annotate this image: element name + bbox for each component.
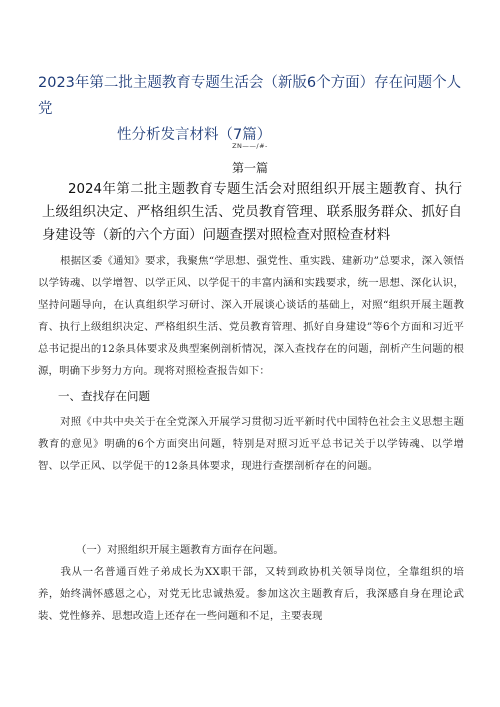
article-heading-text: 2024年第二批主题教育专题生活会对照组织开展主题教育、执行上级组织决定、严格组织生活、党员教育管理、联系服务群众、抓好自身建设等（新的六个方面）问题查摆对照检查对照检查材料 (42, 182, 462, 243)
paragraph-2-text: 对照《中共中央关于在全党深入开展学习贯彻习近平新时代中国特色社会主义思想主题教育的意见》明确的6个方面突出问题，特别是对照习近平总书记关于以学铸魂、以学增智、以学正风、以学促干的12条具体要求，现进行查摆剖析存在的问题。 (38, 416, 464, 472)
document-tag: ZN——/#- (232, 142, 268, 150)
document-title (38, 70, 468, 148)
paragraph-1 (38, 250, 464, 382)
document-title-line-1: 2023年第二批主题教育专题生活会（新版6个方面）存在问题个人党 (38, 75, 462, 117)
article-heading (42, 178, 462, 247)
paragraph-2 (38, 411, 464, 477)
paragraph-1-text: 根据区委《通知》要求，我聚焦“学思想、强党性、重实践、建新功”总要求，深入领悟以学铸魂、以学增智、以学正风、以学促干的丰富内涵和实践要求，统一思想、深化认识，坚持问题导向，在认真组织学习研讨、深入开展谈心谈话的基础上，对照“组织开展主题教育、执行上级组织决定、严格组织生活、党员教育管理、抓好自身建设”等6个方面和习近平总书记提出的12条具体要求及典型案例剖析情况，深入查找存在的问题，剖析产生问题的根源，明确下步努力方向。现将对照检查报告如下： (38, 255, 464, 377)
section-label: 第一篇 (231, 161, 268, 175)
paragraph-3 (38, 561, 464, 627)
document-title-line-2: 性分析发言材料（7篇） (117, 127, 272, 143)
paragraph-3-text: 我从一名普通百姓子弟成长为XX职干部，又转到政协机关领导岗位，全靠组织的培养，始终满怀感恩之心，对党无比忠诚热爱。参加这次主题教育后，我深感自身在理论武装、党性修养、思想改造上还存在一些问题和不足，主要表现 (38, 566, 464, 622)
section-1-heading: 一、查找存在问题 (58, 389, 150, 403)
subsection-1-heading: （一）对照组织开展主题教育方面存在问题。 (76, 544, 284, 556)
